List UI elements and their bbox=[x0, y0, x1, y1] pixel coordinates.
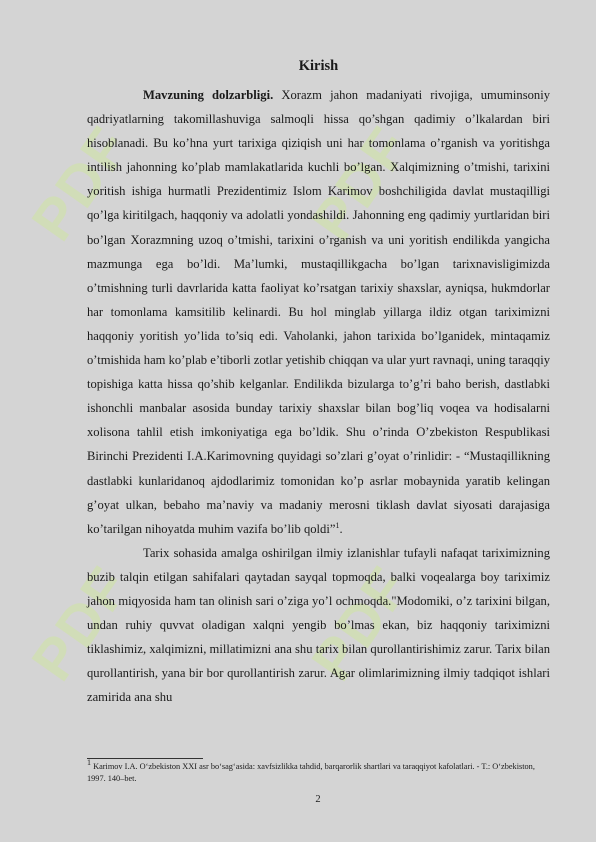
paragraph-2: Tarix sohasida amalga oshirilgan ilmiy izlanishlar tufayli nafaqat tariximizning buzib talqin etilgan sahifalari qaytadan sayqal topmoqda, balki voqealarga boy tariximiz jahon miqyosida ham tan olinish sari o’ziga yo’l ochmoqda."Modomiki, o’z tarixini bilgan, undan ruhiy quvvat oladigan xalqni yengib bo’lmas ekan, biz haqqoniy tariximizni tiklashimiz, xalqimizni, millatimizni ana shu tarix bilan qurollantirishimiz zarur. Tarix bilan qurollantirish, yana bir bor qurollantirish zarur. Agar olimlarimizning ilmiy tadqiqot ishlari zamirida ana shu bbox=[87, 545, 550, 705]
footnote-divider bbox=[87, 758, 203, 759]
paragraph-end: . bbox=[339, 521, 343, 536]
watermark: PDF bbox=[299, 114, 423, 253]
footnote-text: Karimov I.A. O‘zbekiston XXI asr bo‘sag‘asida: xavfsizlikka tahdid, barqarorlik shartlari va taraqqiyot kafolatlari. - T.: O‘zbekiston, 1997. 140–bet. bbox=[87, 762, 535, 783]
watermark: PDF bbox=[19, 114, 143, 253]
paragraph-1 bbox=[87, 83, 550, 541]
paragraph-lead: Mavzuning dolzarbligi. bbox=[143, 88, 274, 102]
page-content bbox=[87, 57, 550, 709]
page-number: 2 bbox=[315, 794, 321, 805]
watermark: PDF bbox=[19, 554, 143, 693]
footnote-ref[interactable]: 1 bbox=[335, 520, 340, 530]
paragraph-text: Xorazm jahon madaniyati rivojiga, umuminsoniy qadriyatlarning takomillashuviga salmoqli hissa qo’shgan qadimiy o’lkalardan biri hisoblanadi. Bu ko’hna yurt tarixiga qiziqish uni har tomonlama o’rganish va yoritishga intilish jahonning ko’plab mamlakatlarida kuchli bo’lgan. Xalqimizning o’tmishi, tarixini yoritish ishiga hurmatli Prezidentimiz Islom Karimov boshchiligida davlat mustaqilligi qo’lga kiritilgach, haqqoniy va adolatli yondashildi. Jahonning eng qadimiy yurtlaridan biri bo’lgan Xorazmning uzoq o’tmishi, tarixini o’rganish va uni yoritish endilikda yangicha mazmunga ega bo’ldi. Ma’lumki, mustaqillikgacha bo’lgan tarixnavisligimizda o’tmishning turli davrlarida katta faoliyat ko’rsatgan tarixiy shaxslar, ayniqsa, hukmdorlar har tomonlama kamsitilib kelinardi. Bu hol minglab yillarga ildiz otgan tariximizni haqqoniy yoritish yo’lida to’siq edi. Vaholanki, jahon tarixida bo’lganidek, mintaqamiz o’tmishida ham ko’plab e’tiborli zotlar yetishib chiqqan va ular yurt ravnaqi, uning taraqqiy topishiga katta hissa qo’shib kelganlar. Endilikda bizularga to’g’ri baho berish, dastlabki ishonchli manbalar asosida bunday tarixiy shaxslar bilan bog’liq voqea va hodisalarni xolisona tahlil etish imkoniyatiga ega bo’ldik. Shu o’rinda O’zbekiston Respublikasi Birinchi Prezidenti I.A.Karimovning quyidagi so’zlari g’oyat o’rinlidir: - “Mustaqillikning dastlabki kunlaridanoq ajdodlarimiz tomonidan ko’p asrlar mobaynida yaratib kelingan g’oyat ulkan, bebaho ma’naviy va madaniy merosni tiklash davlat siyosati darajasiga ko’tarilgan nihoyatda muhim vazifa bo’lib qoldi” bbox=[87, 88, 551, 536]
footnote bbox=[87, 758, 550, 784]
section-title: Kirish bbox=[298, 58, 339, 74]
watermark: PDF bbox=[299, 554, 423, 693]
footnote-number: 1 bbox=[87, 758, 91, 768]
